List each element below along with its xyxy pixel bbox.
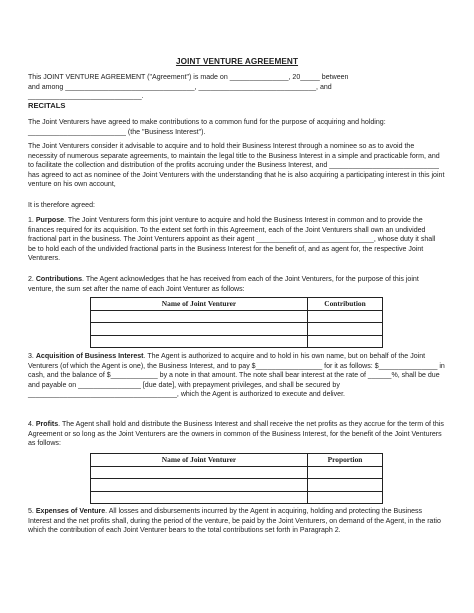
section-contributions: [28, 275, 445, 294]
table-cell[interactable]: [308, 479, 383, 492]
intro-line-2: and among _________________________________, ______________________________, and: [28, 83, 332, 91]
table-cell[interactable]: [308, 310, 383, 323]
section-5-title: Expenses of Venture: [35, 508, 106, 515]
intro-line-1: This JOINT VENTURE AGREEMENT ("Agreement") is made on _______________, 20_____ between: [28, 74, 349, 81]
contributions-table: [90, 297, 383, 348]
table-row: [91, 310, 383, 323]
table-cell[interactable]: [308, 491, 383, 504]
recitals-heading: RECITALS: [28, 101, 66, 110]
section-4-number: 4.: [28, 421, 36, 428]
table-cell[interactable]: [308, 323, 383, 336]
document-title: JOINT VENTURE AGREEMENT: [175, 57, 299, 66]
table-header-row: [91, 298, 383, 311]
table-cell[interactable]: [308, 335, 383, 348]
table-row: [91, 466, 383, 479]
column-header-name: Name of Joint Venturer: [91, 454, 308, 467]
table-cell[interactable]: [91, 466, 308, 479]
table-cell[interactable]: [91, 310, 308, 323]
section-3-number: 3.: [28, 353, 36, 360]
column-header-name: Name of Joint Venturer: [91, 298, 308, 311]
section-4-title: Profits: [35, 421, 59, 428]
section-2-title: Contributions: [35, 276, 83, 283]
intro-paragraph: [28, 73, 445, 102]
section-4-text: . The Agent shall hold and distribute the Business Interest and shall receive the net profits as they accrue for the term of this Agreement or so long as the Joint Venturers are the owners in common of the Business Interest, for the benefit of the Joint Venturers as follows:: [28, 421, 444, 448]
section-5-text: . All losses and disbursements incurred by the Agent in acquiring, holding and protecting the Business Interest and the net profits shall, during the period of the venture, be paid by the Joint Venturers, on demand of the Agent, in the ratio which the contribution of each Joint Venturer bears to the total contributions set forth in Paragraph 2.: [28, 508, 441, 535]
table-row: [91, 323, 383, 336]
section-1-title: Purpose: [35, 217, 65, 224]
recital-2-text: The Joint Venturers consider it advisable to acquire and to hold their Business Interest through a nominee so as to avoid the necessity of numerous separate agreements, to maintain the legal title to the Business Interest in a simple and practicable form, and to facilitate the collection and distribution of the profits accruing under the Business Interest, and ____________________________ has agreed to act as nominee of the Joint Venturers with the understanding that he is also acquiring a participating interest in this joint venture on his own account,: [28, 143, 445, 189]
table-row: [91, 479, 383, 492]
table-row: [91, 491, 383, 504]
section-expenses: [28, 507, 445, 536]
recital-1: [28, 118, 445, 137]
table-cell[interactable]: [91, 479, 308, 492]
table-cell[interactable]: [91, 323, 308, 336]
table-row: [91, 335, 383, 348]
section-2-text: . The Agent acknowledges that he has received from each of the Joint Venturers, for the purpose of this joint venture, the sum set after the name of each Joint Venturer as follows:: [28, 276, 419, 293]
section-2-number: 2.: [28, 276, 36, 283]
table-cell[interactable]: [91, 491, 308, 504]
section-profits: [28, 420, 445, 449]
section-1-text: . The Joint Venturers form this joint venture to acquire and hold the Business Interest in common and to provide the finances required for its acquisition. To the extent set forth in this Agreement, each of the Joint Venturers shall own an undivided fractional part in the business. The Joint Venturers appoint as their agent ______________________________, whose duty it shall be to hold each of the undivided fractional parts in the Business Interest for the benefit of, and as agent for, the respective Joint Venturers.: [28, 217, 436, 263]
section-5-number: 5.: [28, 508, 36, 515]
table-header-row: [91, 454, 383, 467]
section-3-text: . The Agent is authorized to acquire and to hold in his own name, but on behalf of the Joint Venturers (of which the Agent is one), the Business Interest, and to pay $_________________ for it as follows: $_______________ in cash, and the balance of $____________ by a note in that amount. The note shall bear interest at the rate of ______%, shall be due and payable on ________________ [due date], with prepayment privileges, and shall be secured by ______________________________________, which the Agent is authorized to execute and deliver.: [28, 353, 445, 399]
table-cell[interactable]: [91, 335, 308, 348]
section-1-number: 1.: [28, 217, 36, 224]
therefore-line: It is therefore agreed:: [28, 202, 95, 209]
recital-1-text: The Joint Venturers have agreed to make contributions to a common fund for the purpose of acquiring and holding: _________________________ (the "Business Interest").: [28, 119, 386, 136]
intro-line-3: _____________________________.: [28, 93, 144, 101]
table-cell[interactable]: [308, 466, 383, 479]
column-header-proportion: Proportion: [308, 454, 383, 467]
section-purpose: [28, 216, 445, 264]
profits-table: [90, 453, 383, 504]
recital-2: [28, 142, 445, 190]
column-header-contribution: Contribution: [308, 298, 383, 311]
section-acquisition: [28, 352, 445, 400]
section-3-title: Acquisition of Business Interest: [35, 353, 144, 360]
